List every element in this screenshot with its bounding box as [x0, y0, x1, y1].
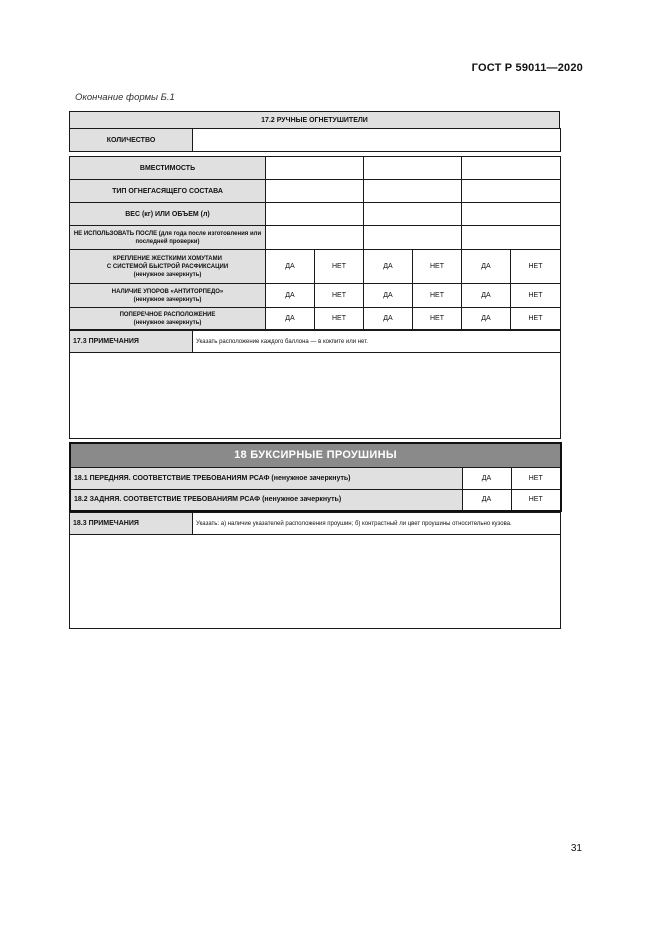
mounting-yes-1[interactable]: ДА	[266, 250, 315, 284]
row-antitorpedo-label	[70, 284, 266, 308]
antitorpedo-yes-1[interactable]: ДА	[266, 284, 315, 308]
transverse-note: (ненужное зачеркнуть)	[133, 319, 202, 326]
agent-type-field-3[interactable]	[462, 180, 561, 203]
mounting-line-2: С СИСТЕМОЙ БЫСТРОЙ РАСФИКСАЦИИ	[106, 263, 229, 270]
notes-18-3-hint: Указать: а) наличие указателей расположения проушин; б) контрастный ли цвет проушины относительно кузова.	[193, 513, 561, 535]
transverse-line-1: ПОПЕРЕЧНОЕ РАСПОЛОЖЕНИЕ	[119, 311, 216, 318]
mounting-note: (ненужное зачеркнуть)	[133, 271, 202, 278]
transverse-yes-3[interactable]: ДА	[462, 308, 511, 330]
quantity-label: КОЛИЧЕСТВО	[70, 129, 193, 152]
transverse-no-1[interactable]: НЕТ	[315, 308, 364, 330]
extinguisher-grid	[69, 156, 561, 330]
use-before-field-3[interactable]	[462, 226, 561, 250]
notes-17-3-hint: Указать расположение каждого баллона — в кокпите или нет.	[193, 331, 561, 353]
row-mounting-label	[70, 250, 266, 284]
mounting-no-3[interactable]: НЕТ	[511, 250, 561, 284]
notes-17-3-label: 17.3 ПРИМЕЧАНИЯ	[70, 331, 193, 353]
transverse-yes-2[interactable]: ДА	[364, 308, 413, 330]
quantity-field[interactable]	[193, 129, 561, 152]
notes-18-3-field[interactable]	[70, 535, 561, 629]
notes-17-3-table	[69, 330, 561, 439]
capacity-field-1[interactable]	[266, 157, 364, 180]
row-18-1-label: 18.1 ПЕРЕДНЯЯ. СООТВЕТСТВИЕ ТРЕБОВАНИЯМ РСАФ (ненужное зачеркнуть)	[70, 467, 462, 489]
standard-number: ГОСТ Р 59011—2020	[471, 62, 583, 74]
agent-type-field-1[interactable]	[266, 180, 364, 203]
notes-17-3-field[interactable]	[70, 353, 561, 439]
weight-field-2[interactable]	[364, 203, 462, 226]
section-17-2-header	[69, 111, 560, 129]
antitorpedo-yes-3[interactable]: ДА	[462, 284, 511, 308]
antitorpedo-no-1[interactable]: НЕТ	[315, 284, 364, 308]
section-18-title: 18 БУКСИРНЫЕ ПРОУШИНЫ	[70, 443, 561, 467]
transverse-yes-1[interactable]: ДА	[266, 308, 315, 330]
antitorpedo-no-3[interactable]: НЕТ	[511, 284, 561, 308]
antitorpedo-line-1: НАЛИЧИЕ УПОРОВ «АНТИТОРПЕДО»	[111, 288, 224, 295]
use-before-field-1[interactable]	[266, 226, 364, 250]
notes-18-3-label: 18.3 ПРИМЕЧАНИЯ	[70, 513, 193, 535]
antitorpedo-yes-2[interactable]: ДА	[364, 284, 413, 308]
weight-field-3[interactable]	[462, 203, 561, 226]
row-18-2-yes[interactable]: ДА	[462, 489, 511, 511]
agent-type-field-2[interactable]	[364, 180, 462, 203]
quantity-table	[69, 128, 561, 152]
page-number: 31	[570, 843, 582, 854]
mounting-no-2[interactable]: НЕТ	[413, 250, 462, 284]
mounting-no-1[interactable]: НЕТ	[315, 250, 364, 284]
row-capacity-label: ВМЕСТИМОСТЬ	[70, 157, 266, 180]
capacity-field-3[interactable]	[462, 157, 561, 180]
mounting-line-1: КРЕПЛЕНИЕ ЖЕСТКИМИ ХОМУТАМИ	[113, 255, 222, 262]
mounting-yes-2[interactable]: ДА	[364, 250, 413, 284]
row-18-2-label: 18.2 ЗАДНЯЯ. СООТВЕТСТВИЕ ТРЕБОВАНИЯМ РСАФ (ненужное зачеркнуть)	[70, 489, 462, 511]
section-17-2-title: 17.2 РУЧНЫЕ ОГНЕТУШИТЕЛИ	[70, 112, 560, 129]
weight-field-1[interactable]	[266, 203, 364, 226]
row-18-2-no[interactable]: НЕТ	[511, 489, 561, 511]
mounting-yes-3[interactable]: ДА	[462, 250, 511, 284]
transverse-no-2[interactable]: НЕТ	[413, 308, 462, 330]
row-agent-type-label: ТИП ОГНЕГАСЯЩЕГО СОСТАВА	[70, 180, 266, 203]
capacity-field-2[interactable]	[364, 157, 462, 180]
transverse-no-3[interactable]: НЕТ	[511, 308, 561, 330]
row-use-before-label: НЕ ИСПОЛЬЗОВАТЬ ПОСЛЕ (для года после изготовления или последней проверки)	[70, 226, 266, 250]
notes-18-3-table	[69, 512, 561, 629]
section-18-table	[69, 442, 562, 512]
row-weight-label: ВЕС (кг) ИЛИ ОБЪЕМ (л)	[70, 203, 266, 226]
use-before-field-2[interactable]	[364, 226, 462, 250]
row-18-1-no[interactable]: НЕТ	[511, 467, 561, 489]
antitorpedo-note: (ненужное зачеркнуть)	[133, 296, 202, 303]
row-transverse-label	[70, 308, 266, 330]
form-caption: Окончание формы Б.1	[75, 92, 175, 103]
antitorpedo-no-2[interactable]: НЕТ	[413, 284, 462, 308]
row-18-1-yes[interactable]: ДА	[462, 467, 511, 489]
